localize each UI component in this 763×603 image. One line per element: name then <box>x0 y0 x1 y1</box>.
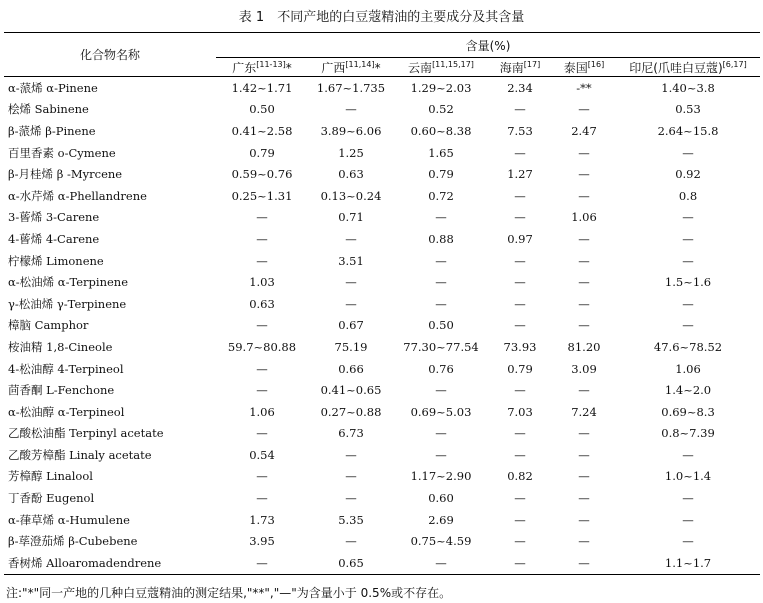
content-value: — <box>256 318 268 333</box>
compound-name: 柠檬烯 Limonene <box>8 253 104 268</box>
content-value: 0.8~7.39 <box>661 426 715 441</box>
table-row <box>4 228 760 250</box>
content-value: 1.5~1.6 <box>664 275 712 290</box>
table-row <box>4 509 760 531</box>
content-value: — <box>435 275 447 290</box>
content-value: — <box>514 491 526 506</box>
region-label: 海南 <box>499 60 524 75</box>
content-value: 81.20 <box>567 339 601 354</box>
content-value: — <box>514 188 526 203</box>
content-value: — <box>256 469 268 484</box>
content-value: — <box>578 512 590 527</box>
content-value: 0.75~4.59 <box>410 534 472 549</box>
table-body <box>4 77 760 575</box>
content-value: 0.63 <box>338 167 364 182</box>
compound-name: 4-松油醇 4-Terpineol <box>8 361 124 376</box>
content-value: 0.52 <box>428 102 454 117</box>
compound-name: 丁香酚 Eugenol <box>8 491 95 506</box>
region-header <box>394 58 488 77</box>
content-value: 0.13~0.24 <box>320 188 382 203</box>
content-value: — <box>345 102 357 117</box>
content-value: — <box>682 253 694 268</box>
content-value: — <box>435 426 447 441</box>
content-value: 0.82 <box>507 469 533 484</box>
content-value: 0.92 <box>675 167 701 182</box>
content-value: — <box>345 447 357 462</box>
content-value: 0.79 <box>249 145 275 160</box>
content-value: — <box>514 426 526 441</box>
content-value: 2.47 <box>571 123 597 138</box>
content-value: — <box>345 231 357 246</box>
compound-name: α-葎草烯 α-Humulene <box>8 512 130 527</box>
content-value: — <box>514 145 526 160</box>
compound-name: α-松油醇 α-Terpineol <box>8 404 125 419</box>
table-row <box>4 379 760 401</box>
content-value: 1.4~2.0 <box>664 383 712 398</box>
region-reference: [6,17] <box>722 59 747 69</box>
region-label: 广西 <box>321 60 346 75</box>
content-value: 0.27~0.88 <box>320 404 382 419</box>
table-row <box>4 142 760 164</box>
content-value: 0.79 <box>428 167 454 182</box>
table-row <box>4 250 760 272</box>
region-reference: [16] <box>587 59 605 69</box>
content-value: — <box>514 383 526 398</box>
compound-name: 乙酸松油酯 Terpinyl acetate <box>8 426 164 441</box>
content-value: — <box>578 188 590 203</box>
content-value: — <box>682 491 694 506</box>
table-row <box>4 77 760 99</box>
table-row <box>4 185 760 207</box>
content-value: — <box>514 534 526 549</box>
table-row <box>4 271 760 293</box>
content-value: — <box>216 552 308 574</box>
table-note: 注:"*"同一产地的几种白豆蔻精油的测定结果,"**","—"为含量小于 0.5%或不存在。 <box>6 586 452 600</box>
compound-name: 茴香酮 L-Fenchone <box>8 383 115 398</box>
content-value: 47.6~78.52 <box>653 339 723 354</box>
content-value: — <box>435 210 447 225</box>
content-value: 2.69 <box>428 512 454 527</box>
content-value: — <box>578 102 590 117</box>
content-value: 0.41~0.65 <box>320 383 382 398</box>
table-row <box>4 120 760 142</box>
content-value: — <box>578 145 590 160</box>
content-value: 1.03 <box>249 275 275 290</box>
content-value: 1.1~1.7 <box>616 552 760 574</box>
content-value: — <box>256 361 268 376</box>
content-value: 2.34 <box>507 80 533 95</box>
table-title: 表 1 不同产地的白豆蔻精油的主要成分及其含量 <box>238 10 525 25</box>
table-row <box>4 315 760 337</box>
region-header <box>216 58 308 77</box>
content-value: — <box>514 296 526 311</box>
content-value: — <box>435 253 447 268</box>
content-value: 75.19 <box>334 339 368 354</box>
region-reference: [11,14] <box>345 59 375 69</box>
content-value: — <box>256 210 268 225</box>
content-value: — <box>552 552 616 574</box>
region-label: 泰国 <box>563 60 588 75</box>
compound-name: 芳樟醇 Linalool <box>8 469 93 484</box>
content-value: 59.7~80.88 <box>227 339 297 354</box>
content-value: 1.27 <box>507 167 533 182</box>
table-row <box>4 163 760 185</box>
table-row <box>4 401 760 423</box>
content-value: — <box>682 145 694 160</box>
content-value: 1.17~2.90 <box>410 469 472 484</box>
region-reference: [11,15,17] <box>432 59 474 69</box>
region-label: 云南 <box>408 60 433 75</box>
content-value: 1.25 <box>338 145 364 160</box>
content-value: — <box>435 296 447 311</box>
content-value: 1.73 <box>249 512 275 527</box>
content-value: 1.65 <box>428 145 454 160</box>
region-header <box>308 58 394 77</box>
content-value: — <box>682 231 694 246</box>
content-value: 7.53 <box>507 123 533 138</box>
content-value: — <box>514 210 526 225</box>
content-value: — <box>578 231 590 246</box>
content-value: — <box>514 253 526 268</box>
region-header <box>488 58 552 77</box>
content-value: 0.50 <box>428 318 454 333</box>
content-value: — <box>514 512 526 527</box>
content-value: — <box>345 491 357 506</box>
region-suffix: * <box>374 60 381 75</box>
content-value: 0.69~5.03 <box>410 404 472 419</box>
content-value: — <box>578 447 590 462</box>
content-value: 0.76 <box>428 361 454 376</box>
content-value: 1.40~3.8 <box>661 80 715 95</box>
content-value: -** <box>576 80 592 95</box>
content-value: 0.60~8.38 <box>410 123 472 138</box>
region-header <box>552 58 616 77</box>
table-row <box>4 530 760 552</box>
content-value: 5.35 <box>338 512 364 527</box>
content-value: — <box>578 167 590 182</box>
compound-name: β-蒎烯 β-Pinene <box>8 123 96 138</box>
content-value: 1.06 <box>571 210 597 225</box>
content-value: 1.67~1.735 <box>316 80 386 95</box>
content-value: — <box>514 447 526 462</box>
content-value: — <box>435 383 447 398</box>
region-label: 广东 <box>232 60 257 75</box>
content-value: — <box>682 318 694 333</box>
content-value: 7.03 <box>507 404 533 419</box>
table-row <box>4 293 760 315</box>
compound-name: 香树烯 Alloaromadendrene <box>4 552 216 574</box>
compound-name: 桉油精 1,8-Cineole <box>8 339 113 354</box>
content-value: — <box>256 231 268 246</box>
content-value: 0.67 <box>338 318 364 333</box>
content-value: — <box>345 275 357 290</box>
content-value: 73.93 <box>503 339 537 354</box>
content-value: 0.72 <box>428 188 454 203</box>
content-value: 1.06 <box>675 361 701 376</box>
content-value: 0.66 <box>338 361 364 376</box>
content-value: — <box>578 253 590 268</box>
content-value: — <box>578 296 590 311</box>
content-value: — <box>578 534 590 549</box>
content-value: 3.09 <box>571 361 597 376</box>
compound-name: 3-蒈烯 3-Carene <box>8 210 100 225</box>
content-value: 0.25~1.31 <box>231 188 293 203</box>
content-value: 0.54 <box>249 447 275 462</box>
compound-name: 4-蒈烯 4-Carene <box>8 231 100 246</box>
content-value: — <box>514 318 526 333</box>
content-value: — <box>578 318 590 333</box>
content-value: 0.53 <box>675 102 701 117</box>
content-value: 1.29~2.03 <box>410 80 472 95</box>
table-row <box>4 358 760 380</box>
content-value: — <box>345 534 357 549</box>
content-value: — <box>682 296 694 311</box>
content-value: — <box>256 383 268 398</box>
compound-name: 桧烯 Sabinene <box>8 102 89 117</box>
region-reference: [11-13] <box>256 59 286 69</box>
content-value: 0.60 <box>428 491 454 506</box>
content-value: 0.50 <box>249 102 275 117</box>
table-row <box>4 466 760 488</box>
content-value: — <box>256 253 268 268</box>
content-value: — <box>514 102 526 117</box>
content-value: — <box>682 447 694 462</box>
compound-name: 樟脑 Camphor <box>8 318 89 333</box>
content-value: 0.71 <box>338 210 364 225</box>
content-value: — <box>256 491 268 506</box>
compound-name: 乙酸芳樟酯 Linaly acetate <box>8 447 152 462</box>
content-value: 1.42~1.71 <box>231 80 293 95</box>
content-value: — <box>514 275 526 290</box>
content-value: 0.97 <box>507 231 533 246</box>
content-value: — <box>682 512 694 527</box>
content-value: 77.30~77.54 <box>403 339 479 354</box>
compound-name: α-水芹烯 α-Phellandrene <box>8 188 147 203</box>
content-group-header: 含量(%) <box>216 33 760 58</box>
compound-name: α-松油烯 α-Terpinene <box>8 275 129 290</box>
content-value: — <box>682 210 694 225</box>
content-value: 0.69~8.3 <box>661 404 715 419</box>
content-value: — <box>578 491 590 506</box>
compound-column-header: 化合物名称 <box>4 33 216 77</box>
content-value: 0.63 <box>249 296 275 311</box>
compound-name: γ-松油烯 γ-Terpinene <box>8 296 127 311</box>
content-value: 0.8 <box>678 188 698 203</box>
content-value: — <box>578 426 590 441</box>
content-value: — <box>394 552 488 574</box>
content-value: 0.88 <box>428 231 454 246</box>
content-value: 7.24 <box>571 404 597 419</box>
compound-name: α-蒎烯 α-Pinene <box>8 80 98 95</box>
table-row <box>4 336 760 358</box>
content-value: — <box>345 469 357 484</box>
region-reference: [17] <box>523 59 541 69</box>
content-value: 6.73 <box>338 426 364 441</box>
table-row <box>4 444 760 466</box>
content-value: 3.95 <box>249 534 275 549</box>
data-table <box>4 32 760 575</box>
compound-name: 百里香素 o-Cymene <box>8 145 116 160</box>
content-value: 3.51 <box>338 253 364 268</box>
region-label: 印尼(爪哇白豆蔻) <box>629 60 723 75</box>
content-value: — <box>345 296 357 311</box>
content-value: 1.0~1.4 <box>664 469 712 484</box>
table-row <box>4 99 760 121</box>
region-header <box>616 58 760 77</box>
content-value: 0.79 <box>507 361 533 376</box>
table-row <box>4 207 760 229</box>
content-value: — <box>256 426 268 441</box>
content-value: 3.89~6.06 <box>320 123 382 138</box>
table-row <box>4 552 760 574</box>
content-value: 2.64~15.8 <box>657 123 719 138</box>
content-value: — <box>488 552 552 574</box>
content-value: — <box>682 534 694 549</box>
content-value: — <box>578 275 590 290</box>
content-value: — <box>435 447 447 462</box>
table-row <box>4 487 760 509</box>
content-value: 0.59~0.76 <box>231 167 293 182</box>
content-value: — <box>578 469 590 484</box>
region-suffix: * <box>285 60 292 75</box>
content-value: — <box>578 383 590 398</box>
content-value: 1.06 <box>249 404 275 419</box>
table-row <box>4 423 760 445</box>
content-value: 0.65 <box>308 552 394 574</box>
compound-name: β-月桂烯 β -Myrcene <box>8 167 123 182</box>
compound-name: β-荜澄茄烯 β-Cubebene <box>8 534 138 549</box>
content-value: 0.41~2.58 <box>231 123 293 138</box>
